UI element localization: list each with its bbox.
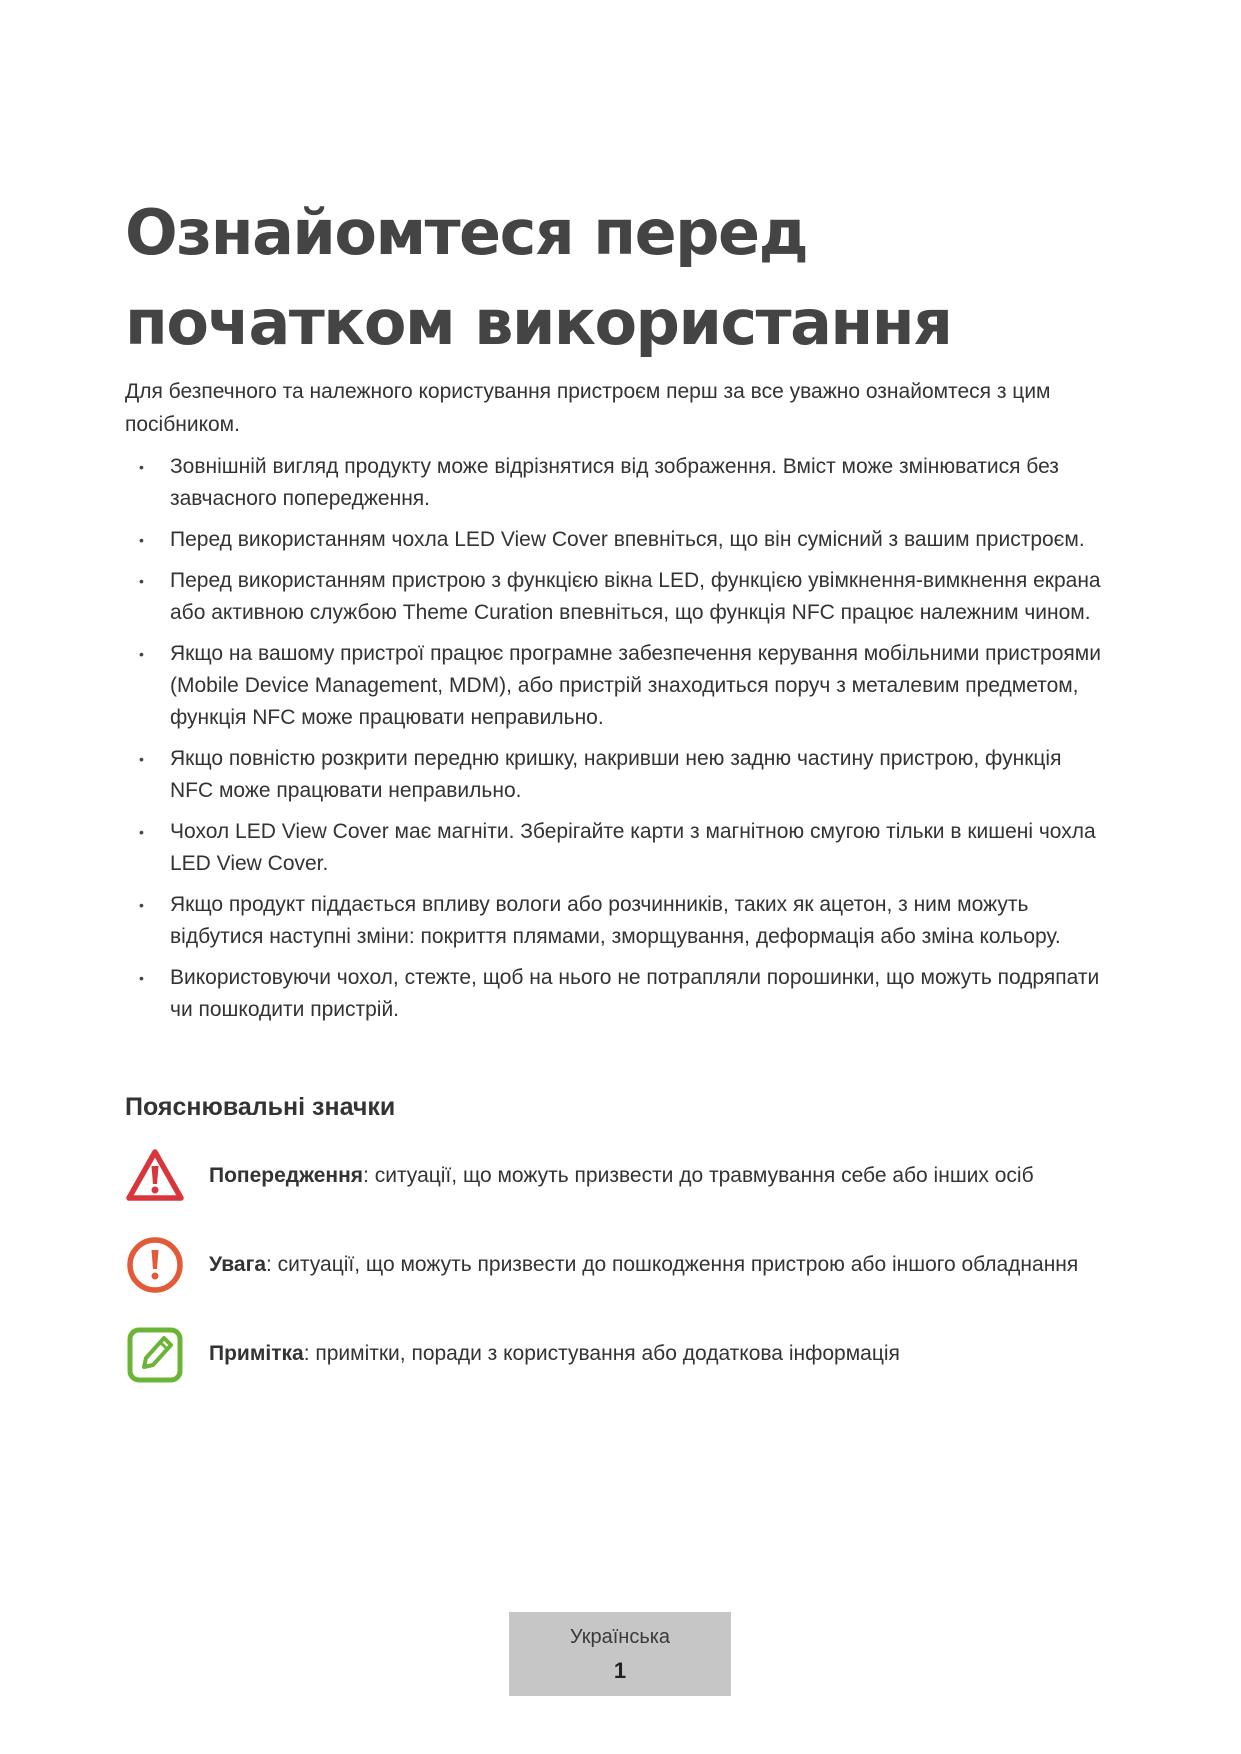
bullet-item xyxy=(125,638,1105,734)
caution-circle-icon xyxy=(125,1235,185,1295)
bullet-dot: • xyxy=(139,970,144,986)
legend-warning-text xyxy=(209,1160,1034,1192)
bullet-item xyxy=(125,451,1105,515)
bullet-dot: • xyxy=(139,459,144,475)
bullet-text: Якщо продукт піддається впливу вологи або розчинників, таких як ацетон, з ним можуть відбутися наступні зміни: покриття плямами, зморщування, деформація або зміна кольору. xyxy=(170,893,1061,948)
intro-paragraph: Для безпечного та належного користування пристроєм перш за все уважно ознайомтеся з цим посібником. xyxy=(125,380,1051,436)
legend-warning-desc: : ситуації, що можуть призвести до травмування себе або інших осіб xyxy=(363,1164,1034,1187)
legend-note-text xyxy=(209,1338,900,1370)
bullet-item xyxy=(125,565,1105,629)
bullet-text: Зовнішній вигляд продукту може відрізнятися від зображення. Вміст може змінюватися без завчасного попередження. xyxy=(170,455,1059,510)
bullet-list xyxy=(125,451,1105,1035)
bullet-dot: • xyxy=(139,897,144,913)
page-title: Ознайомтеся перед початком використання xyxy=(125,196,952,359)
bullet-text: Якщо повністю розкрити передню кришку, накривши нею задню частину пристрою, функція NFC може працювати неправильно. xyxy=(170,747,1062,802)
page-footer xyxy=(509,1612,731,1696)
page-number: 1 xyxy=(613,1658,627,1683)
legend-caution-label: Увага xyxy=(209,1253,267,1276)
bullet-text: Використовуючи чохол, стежте, щоб на нього не потрапляли порошинки, що можуть подряпати чи пошкодити пристрій. xyxy=(170,966,1100,1021)
bullet-dot: • xyxy=(139,573,144,589)
bullet-text: Перед використанням пристрою з функцією вікна LED, функцією увімкнення-вимкнення екрана або активною службою Theme Curation впевніться, що функція NFC працює належним чином. xyxy=(170,569,1101,624)
bullet-dot: • xyxy=(139,751,144,767)
bullet-dot: • xyxy=(139,824,144,840)
legend-note-label: Примітка xyxy=(209,1342,304,1365)
legend-warning xyxy=(125,1146,1125,1206)
legend-title: Пояснювальні значки xyxy=(125,1093,396,1121)
bullet-text: Якщо на вашому пристрої працює програмне забезпечення керування мобільними пристроями (Mobile Device Management, MDM), або пристрій знаходиться поруч з металевим предметом, функція NFC може працювати неправильно. xyxy=(170,642,1101,729)
legend-caution-desc: : ситуації, що можуть призвести до пошкодження пристрою або іншого обладнання xyxy=(266,1253,1079,1276)
bullet-item xyxy=(125,962,1105,1026)
legend-caution-text xyxy=(209,1249,1078,1281)
legend-warning-label: Попередження xyxy=(209,1164,364,1187)
bullet-item xyxy=(125,524,1105,556)
bullet-item xyxy=(125,816,1105,880)
legend-note xyxy=(125,1324,1125,1384)
bullet-item xyxy=(125,743,1105,807)
warning-triangle-icon xyxy=(125,1146,185,1206)
footer-language: Українська xyxy=(569,1626,671,1648)
bullet-dot: • xyxy=(139,646,144,662)
legend-caution xyxy=(125,1235,1125,1295)
bullet-text: Чохол LED View Cover має магніти. Зберігайте карти з магнітною смугою тільки в кишені чохла LED View Cover. xyxy=(170,820,1096,875)
note-pen-icon xyxy=(125,1324,185,1384)
bullet-dot: • xyxy=(139,532,144,548)
bullet-item xyxy=(125,889,1105,953)
legend-note-desc: : примітки, поради з користування або додаткова інформація xyxy=(303,1342,900,1365)
bullet-text: Перед використанням чохла LED View Cover впевніться, що він сумісний з вашим пристроєм. xyxy=(170,528,1085,551)
